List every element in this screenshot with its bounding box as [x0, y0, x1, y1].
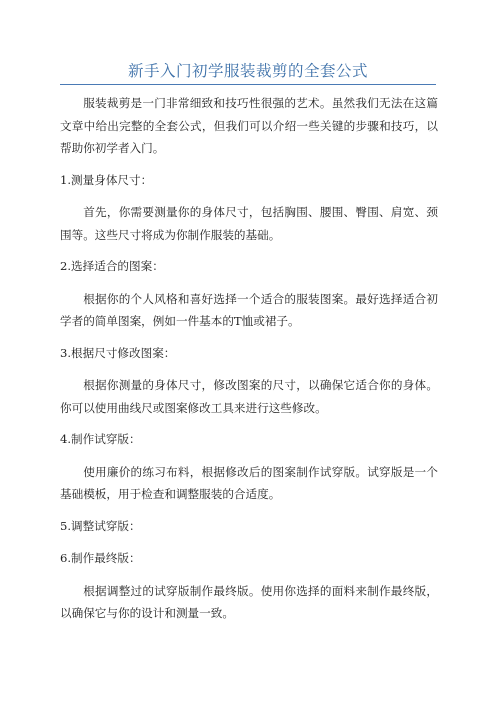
intro-paragraph: 服装裁剪是一门非常细致和技巧性很强的艺术。虽然我们无法在这篇文章中给出完整的全套公式，但我们可以介绍一些关键的步骤和技巧，以帮助你初学者入门。: [60, 96, 438, 155]
section-body-2: 根据你的个人风格和喜好选择一个适合的服装图案。最好选择适合初学者的简单图案，例如一件基本的T恤或裙子。: [60, 291, 438, 328]
title-underline: [60, 84, 436, 85]
section-body-6: 根据调整过的试穿版制作最终版。使用你选择的面料来制作最终版，以确保它与你的设计和测量一致。: [60, 583, 438, 620]
section-heading-1: 1.测量身体尺寸：: [60, 172, 153, 187]
section-body-1: 首先，你需要测量你的身体尺寸，包括胸围、腰围、臀围、肩宽、颈围等。这些尺寸将成为你制作服装的基础。: [60, 205, 438, 242]
section-body-4: 使用廉价的练习布料，根据修改后的图案制作试穿版。试穿版是一个基础模板，用于检查和调整服装的合适度。: [60, 464, 438, 501]
page-title: 新手入门初学服装裁剪的全套公式: [127, 62, 368, 80]
section-heading-6: 6.制作最终版：: [60, 551, 141, 565]
section-heading-5: 5.调整试穿版：: [60, 518, 141, 533]
section-heading-4: 4.制作试穿版：: [60, 432, 141, 446]
section-heading-3: 3.根据尺寸修改图案：: [60, 345, 176, 360]
document-body: [60, 92, 438, 629]
section-body-3: 根据你测量的身体尺寸，修改图案的尺寸，以确保它适合你的身体。你可以使用曲线尺或图案修改工具来进行这些修改。: [60, 378, 438, 415]
section-heading-2: 2.选择适合的图案：: [60, 259, 164, 273]
